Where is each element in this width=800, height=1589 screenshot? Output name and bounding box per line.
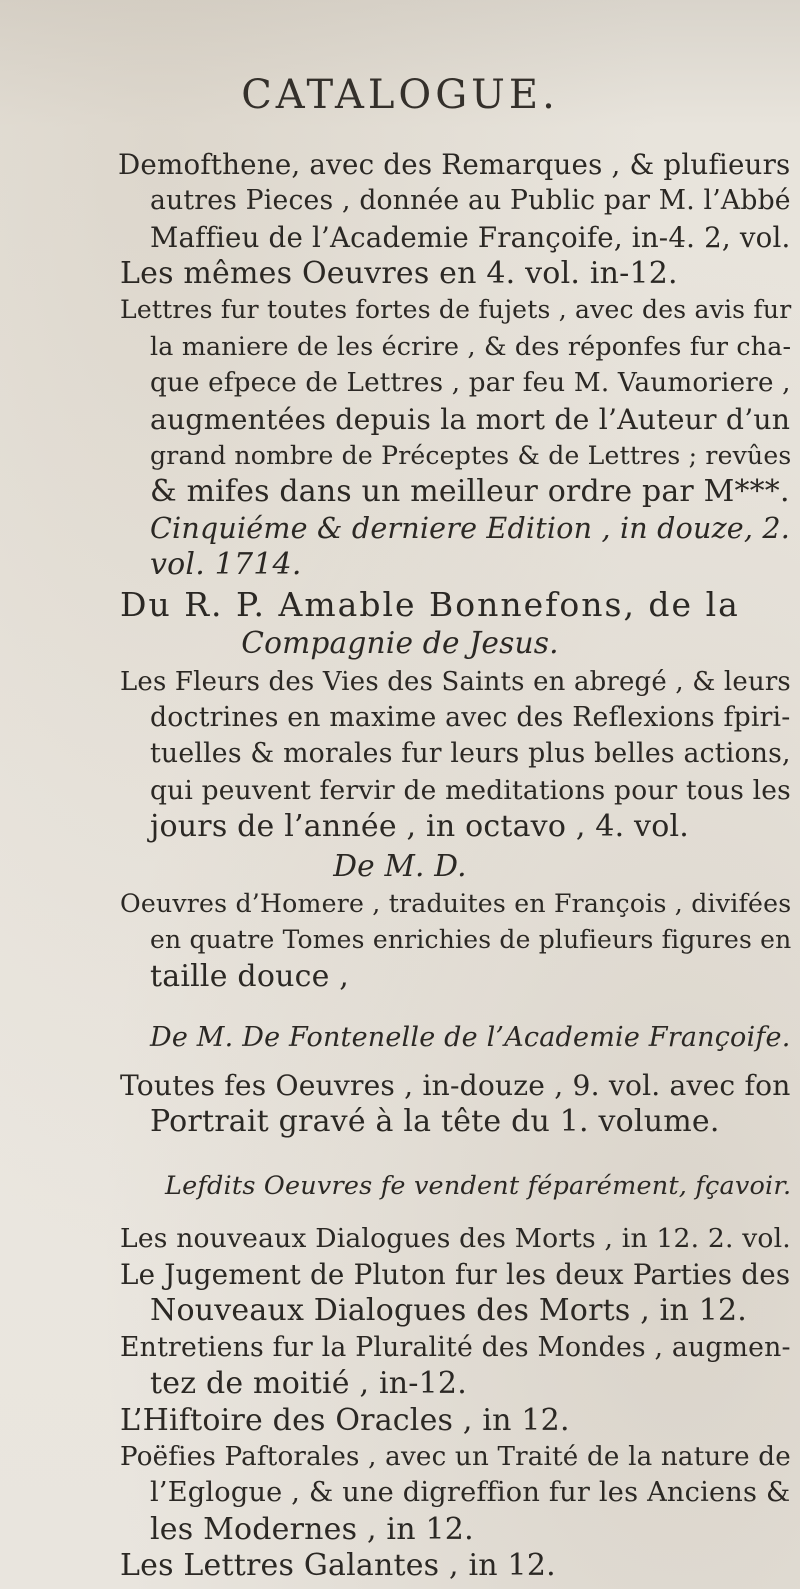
- text-line: Cinquiéme & derniere Edition , in douze, 2.: [150, 511, 791, 545]
- section-subheading: Compagnie de Jesus.: [241, 626, 559, 661]
- text-line: qui peuvent fervir de meditations pour tous les: [150, 774, 791, 806]
- text-line: Oeuvres d’Homere , traduites en François , divifées: [120, 888, 792, 918]
- text-line: vol. 1714.: [150, 547, 302, 582]
- section-heading: De M. D.: [333, 848, 467, 883]
- page-title: CATALOGUE.: [241, 72, 559, 118]
- text-line: taille douce ,: [150, 958, 350, 994]
- text-line: Lettres fur toutes fortes de fujets , avec des avis fur: [120, 295, 792, 325]
- text-line: Entretiens fur la Pluralité des Mondes , augmen-: [120, 1331, 791, 1363]
- text-line: Maffieu de l’Academie Françoife, in-4. 2, vol.: [150, 220, 791, 254]
- section-heading: Du R. P. Amable Bonnefons, de la: [120, 585, 740, 625]
- text-line: Demofthene, avec des Remarques , & plufieurs: [118, 148, 791, 181]
- text-line: Les nouveaux Dialogues des Morts , in 12. 2. vol.: [120, 1222, 791, 1254]
- section-heading: De M. De Fontenelle de l’Academie Françoife.: [150, 1021, 791, 1053]
- text-line: l’Eglogue , & une digreffion fur les Anciens &: [150, 1477, 791, 1509]
- text-line: autres Pieces , donnée au Public par M. l’Abbé: [150, 185, 791, 217]
- text-line: tez de moitié , in-12.: [150, 1366, 467, 1402]
- text-line: Portrait gravé à la tête du 1. volume.: [150, 1103, 720, 1139]
- text-line: L’Hiftoire des Oracles , in 12.: [120, 1402, 570, 1438]
- text-line: grand nombre de Préceptes & de Lettres ; revûes: [150, 440, 792, 470]
- text-line: les Modernes , in 12.: [150, 1511, 474, 1547]
- section-heading: Lefdits Oeuvres fe vendent féparément, fçavoir.: [165, 1171, 792, 1202]
- text-line: jours de l’année , in octavo , 4. vol.: [150, 809, 690, 845]
- text-line: Les Lettres Galantes , in 12.: [120, 1548, 556, 1583]
- text-line: tuelles & morales fur leurs plus belles actions,: [150, 738, 791, 770]
- text-line: Poëfies Paftorales , avec un Traité de la nature de: [120, 1441, 791, 1472]
- text-line: que efpece de Lettres , par feu M. Vaumoriere ,: [150, 368, 791, 399]
- text-line: Toutes fes Oeuvres , in-douze , 9. vol. avec fon: [120, 1068, 791, 1102]
- text-line: Nouveaux Dialogues des Morts , in 12.: [150, 1293, 748, 1329]
- text-line: & mifes dans un meilleur ordre par M***.: [150, 474, 790, 510]
- text-line: en quatre Tomes enrichies de plufieurs figures en: [150, 925, 792, 955]
- text-line: la maniere de les écrire , & des réponfes fur cha-: [150, 331, 792, 361]
- text-line: Les Fleurs des Vies des Saints en abregé , & leurs: [120, 666, 791, 697]
- text-line: doctrines en maxime avec des Reflexions fpiri-: [150, 702, 791, 734]
- text-line: Les mêmes Oeuvres en 4. vol. in-12.: [120, 256, 678, 292]
- text-line: Le Jugement de Pluton fur les deux Parties des: [120, 1258, 791, 1292]
- text-line: augmentées depuis la mort de l’Auteur d’un: [150, 402, 791, 436]
